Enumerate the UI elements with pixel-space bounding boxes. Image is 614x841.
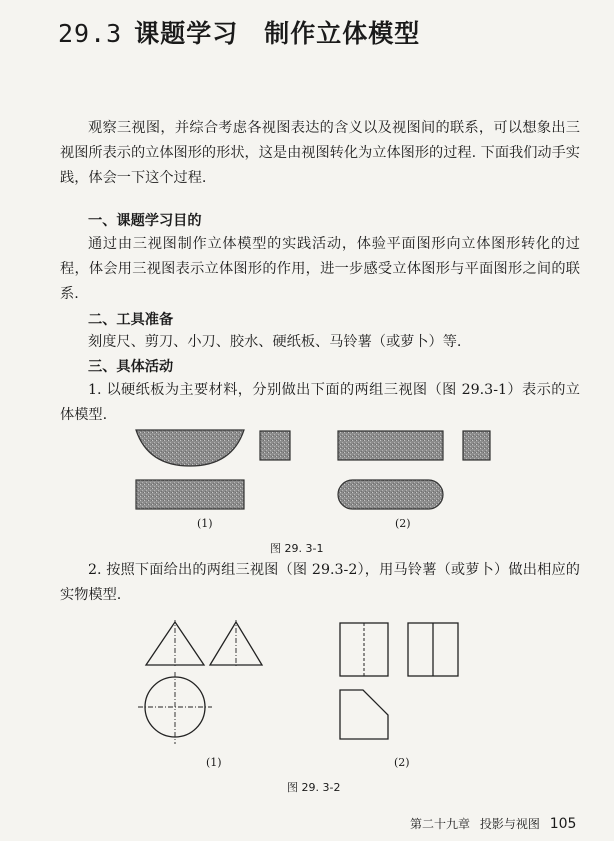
fig1-g1-top-view — [136, 480, 244, 509]
footer-chapter: 第二十九章 — [410, 817, 471, 831]
title-part2: 制作立体模型 — [264, 19, 421, 48]
tools-paragraph: 刻度尺、剪刀、小刀、胶水、硬纸板、马铃薯（或萝卜）等. — [88, 334, 462, 350]
fig2-g2-top-pentagon — [340, 690, 388, 739]
page-footer — [410, 815, 576, 832]
page-title — [58, 14, 420, 50]
fig1-g2-front-view — [338, 431, 443, 460]
section-number: 29.3 — [58, 19, 123, 48]
footer-chapter-title: 投影与视图 — [479, 817, 540, 831]
fig2-label1: (1) — [206, 756, 222, 769]
fig1-g2-side-view — [463, 431, 490, 460]
tools-heading: 二、工具准备 — [88, 312, 174, 328]
fig2-caption: 图 29. 3-2 — [287, 781, 341, 794]
fig1-caption: 图 29. 3-1 — [270, 542, 324, 555]
fig1-g2-top-view — [338, 480, 443, 509]
activity1-paragraph: 1. 以硬纸板为主要材料，分别做出下面的两组三视图（图 29.3-1）表示的立体模型. — [60, 382, 580, 423]
goal-heading: 一、课题学习目的 — [88, 213, 202, 229]
fig1-label2: (2) — [395, 517, 411, 530]
page-number: 105 — [549, 816, 577, 832]
activity2-paragraph: 2. 按照下面给出的两组三视图（图 29.3-2），用马铃薯（或萝卜）做出相应的实物模型. — [60, 562, 580, 603]
goal-paragraph: 通过由三视图制作立体模型的实践活动，体验平面图形向立体图形转化的过程，体会用三视图表示立体图形的作用，进一步感受立体图形与平面图形之间的联系. — [60, 236, 580, 302]
fig1-g1-front-view — [136, 430, 244, 466]
fig2-label2: (2) — [394, 756, 410, 769]
activity-heading: 三、具体活动 — [88, 359, 174, 375]
fig1-label1: (1) — [197, 517, 213, 530]
figure-29-3-2 — [130, 620, 490, 760]
fig1-g1-side-view — [260, 431, 290, 460]
title-part1: 课题学习 — [134, 19, 239, 48]
figure-29-3-1 — [120, 424, 520, 534]
intro-paragraph: 观察三视图，并综合考虑各视图表达的含义以及视图间的联系，可以想象出三视图所表示的立体图形的形状，这是由视图转化为立体图形的过程. 下面我们动手实践，体会一下这个过程. — [60, 120, 580, 186]
